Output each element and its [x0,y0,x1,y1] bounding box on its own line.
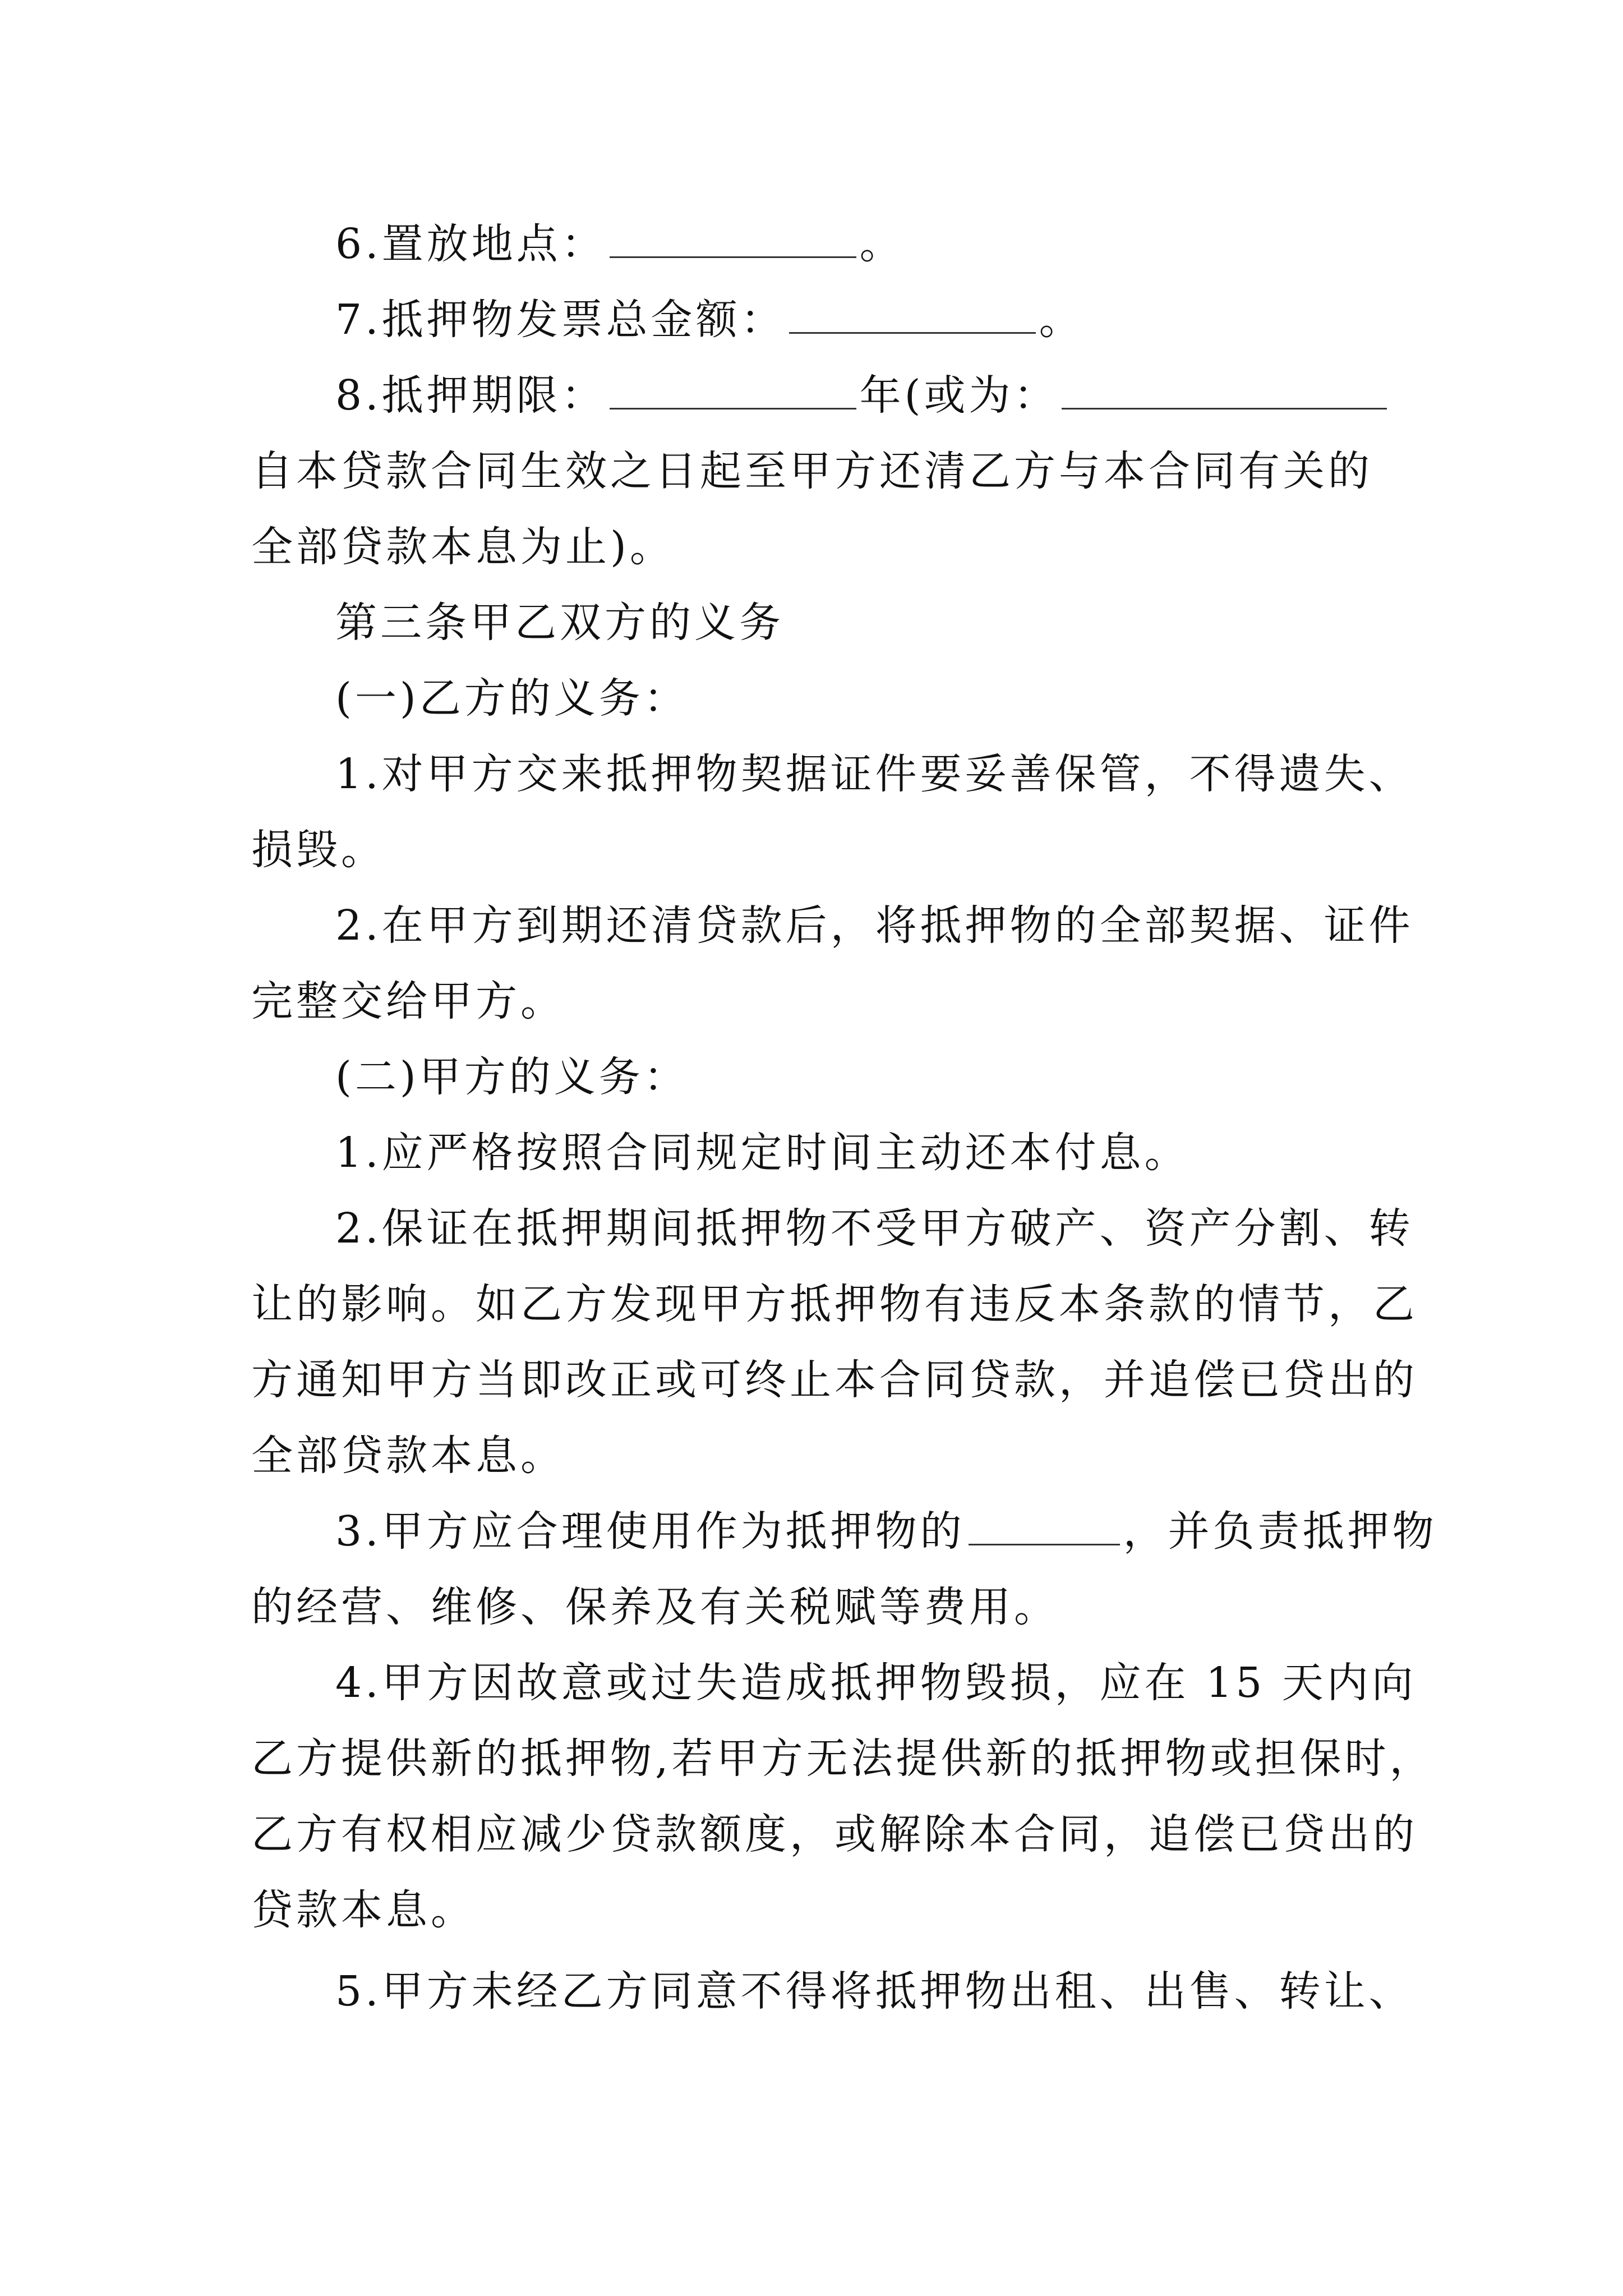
line-text: 2.保证在抵押期间抵押物不受甲方破产、资产分割、转 [335,1204,1414,1253]
line-content [335,1489,1437,1573]
text-line [0,1186,1623,1271]
line-text: 损毁。 [251,826,386,874]
line-text: 自本贷款合同生效之日起至甲方还清乙方与本合同有关的 [251,447,1373,495]
text-line [0,1717,1623,1801]
text-line [0,1949,1623,2033]
line-text: 8.抵押期限： [335,371,606,420]
text-line [0,732,1623,816]
text-line [0,959,1623,1043]
text-line [0,1565,1623,1649]
text-line [0,808,1623,892]
line-text: 贷款本息。 [251,1886,476,1934]
line-text: 第三条甲乙双方的义务 [335,599,784,647]
line-text: 4.甲方因故意或过失造成抵押物毁损，应在 15 天内向 [335,1659,1417,1707]
line-content [335,353,1390,438]
line-text: 。 [859,220,905,268]
line-text: 全部贷款本息为止)。 [251,523,675,571]
line-content [335,202,905,286]
line-text: 6.置放地点： [335,220,606,268]
line-text: (一)乙方的义务： [335,674,689,723]
text-line [0,1489,1623,1573]
line-text: 方通知甲方当即改正或可终止本合同贷款，并追偿已贷出的 [251,1356,1418,1404]
subsection-heading [0,1035,1623,1119]
line-text: 3.甲方应合理使用作为抵押物的 [335,1507,965,1556]
line-content [335,278,1084,362]
line-text: 乙方有权相应减少贷款额度，或解除本合同，追偿已贷出的 [251,1810,1418,1858]
line-text: 1.应严格按照合同规定时间主动还本付息。 [335,1129,1189,1177]
text-line [0,1868,1623,1952]
section-heading [0,581,1623,665]
text-line [0,353,1623,438]
line-text: 1.对甲方交来抵押物契据证件要妥善保管，不得遗失、 [335,750,1414,798]
text-line [0,1414,1623,1498]
text-line [0,1338,1623,1422]
fill-in-blank [610,216,856,258]
line-text: 全部贷款本息。 [251,1432,565,1480]
line-text: 的经营、维修、保养及有关税赋等费用。 [251,1583,1059,1631]
fill-in-blank [789,292,1036,334]
text-line [0,505,1623,589]
text-line [0,1111,1623,1195]
text-line [0,1641,1623,1725]
line-text: 7.抵押物发票总金额： [335,296,786,344]
line-text: (二)甲方的义务： [335,1053,689,1101]
line-text: 让的影响。如乙方发现甲方抵押物有违反本条款的情节，乙 [251,1280,1418,1328]
fill-in-blank [969,1503,1120,1545]
fill-in-blank [610,367,856,409]
text-line [0,1262,1623,1346]
line-text: 乙方提供新的抵押物,若甲方无法提供新的抵押物或担保时， [251,1734,1435,1783]
line-text: ，并负责抵押物 [1123,1507,1437,1556]
subsection-heading [0,656,1623,740]
line-text: 2.在甲方到期还清贷款后，将抵押物的全部契据、证件 [335,901,1414,950]
text-line [0,278,1623,362]
line-text: 5.甲方未经乙方同意不得将抵押物出租、出售、转让、 [335,1967,1414,2016]
text-line [0,202,1623,286]
line-text: 完整交给甲方。 [251,977,565,1025]
text-line [0,1792,1623,1876]
text-line [0,429,1623,513]
line-text: 。 [1039,296,1084,344]
line-text: 年(或为： [859,371,1059,420]
text-line [0,884,1623,968]
fill-in-blank [1062,367,1387,409]
